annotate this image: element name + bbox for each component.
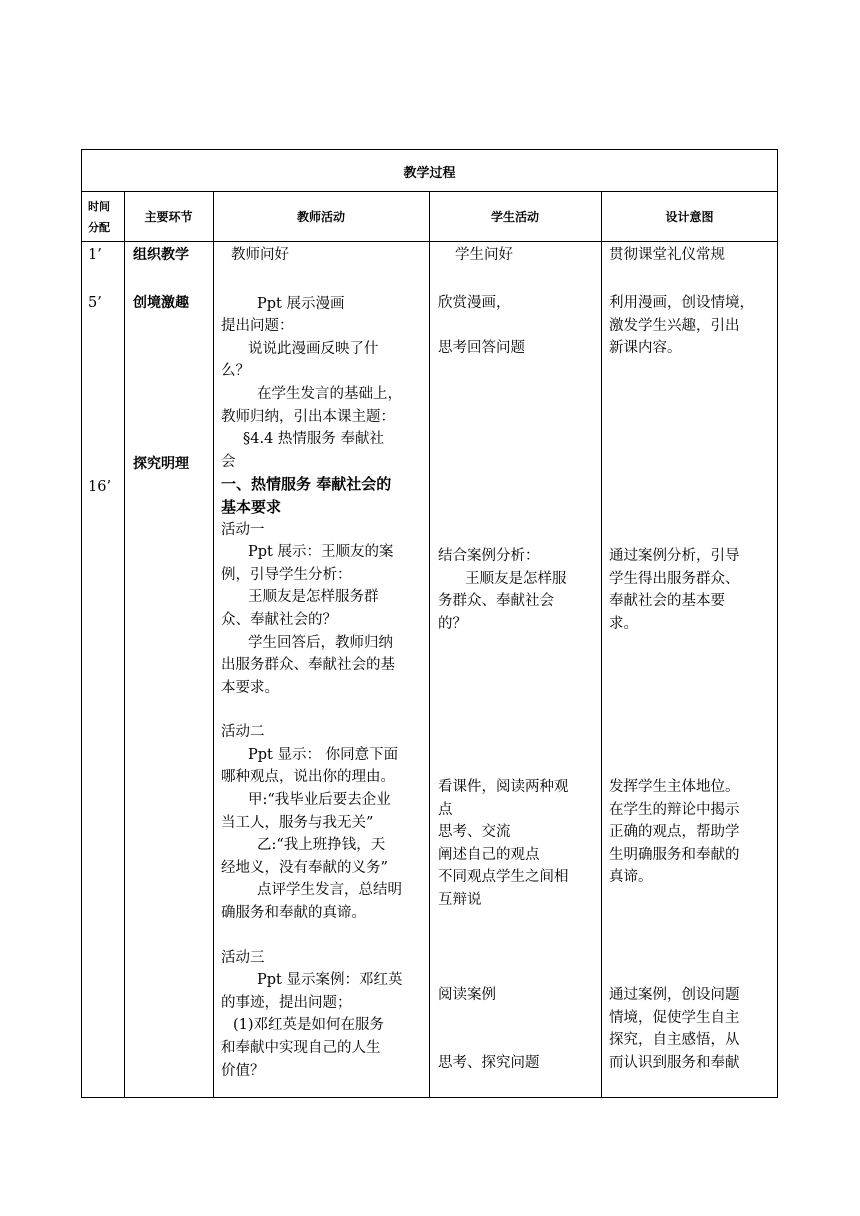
teacher-line: 经地义，没有奉献的义务” xyxy=(221,859,388,876)
teacher-line: 当工人，服务与我无关” xyxy=(221,814,374,831)
student-line: 思考、交流 xyxy=(438,824,511,841)
student-activity-block xyxy=(438,545,598,635)
intent-line: 新课内容。 xyxy=(609,340,682,357)
teacher-line: 和奉献中实现自己的人生 xyxy=(221,1040,381,1056)
teacher-line: 在学生发言的基础上， xyxy=(257,385,402,402)
student-line: 阅读案例 xyxy=(438,987,496,1003)
student-line: 思考、探究问题 xyxy=(438,1055,540,1071)
teacher-line: 众、奉献社会的？ xyxy=(221,611,337,628)
student-line: 欣赏漫画， xyxy=(438,295,511,311)
teacher-line: Ppt 显示： 你同意下面 xyxy=(248,746,399,763)
teacher-line: 例，引导学生分析： xyxy=(221,566,352,583)
intent-line: 探究，自主感悟，从 xyxy=(609,1032,740,1049)
student-line: 的？ xyxy=(438,615,467,632)
teacher-line: 一、热情服务 奉献社会的 xyxy=(221,475,392,494)
table-rule xyxy=(429,191,430,1098)
intent-line: 发挥学生主体地位。 xyxy=(609,779,740,795)
table-title: 教学过程 xyxy=(403,166,456,181)
intent-block xyxy=(609,776,775,889)
header-time-line2: 分配 xyxy=(88,221,110,234)
intent-line: 情境，促使学生自主 xyxy=(609,1009,740,1026)
header-time xyxy=(88,196,110,238)
header-teacher: 教师活动 xyxy=(296,210,345,224)
intent-line: 真谛。 xyxy=(609,869,653,886)
teacher-activity-cell xyxy=(221,244,427,1082)
teacher-line: 确服务和奉献的真谛。 xyxy=(221,905,366,922)
intent-block xyxy=(609,292,775,360)
teacher-line: 说说此漫画反映了什 xyxy=(248,340,379,357)
teacher-line: 价值？ xyxy=(221,1062,265,1079)
teacher-line: (1)邓红英是如何在服务 xyxy=(233,1017,385,1034)
student-line: 互辩说 xyxy=(438,891,482,908)
section-name: 组织教学 xyxy=(133,247,189,263)
table-rule xyxy=(601,191,602,1098)
teacher-line: 甲:“我毕业后要去企业 xyxy=(248,792,391,809)
student-line: 思考回答问题 xyxy=(438,340,525,356)
teacher-line: Ppt 展示漫画 xyxy=(257,295,345,312)
teacher-line: 王顺友是怎样服务群 xyxy=(248,589,379,606)
intent-line: 利用漫画，创设情境， xyxy=(609,295,754,311)
intent-line: 而认识到服务和奉献 xyxy=(609,1054,740,1071)
intent-line: 通过案例分析，引导 xyxy=(609,548,740,564)
student-line: 不同观点学生之间相 xyxy=(438,869,569,886)
header-time-line1: 时间 xyxy=(88,200,110,213)
intent-line: 在学生的辩论中揭示 xyxy=(609,801,740,818)
intent-block xyxy=(609,984,775,1074)
teacher-line: Ppt 展示：王顺友的案 xyxy=(248,544,394,561)
teacher-line: 活动二 xyxy=(221,724,265,741)
student-line: 结合案例分析： xyxy=(438,548,540,564)
teacher-line: 出服务群众、奉献社会的基 xyxy=(221,657,395,674)
time-value: 16’ xyxy=(88,479,112,495)
teacher-line: 基本要求 xyxy=(221,497,282,516)
teacher-line: 教师问好 xyxy=(231,247,289,263)
intent-line: 求。 xyxy=(609,615,638,632)
intent-line: 学生得出服务群众、 xyxy=(609,570,740,587)
intent-line: 激发学生兴趣，引出 xyxy=(609,317,740,334)
table-rule xyxy=(213,191,214,1098)
student-line: 阐述自己的观点 xyxy=(438,846,540,863)
intent-line: 正确的观点，帮助学 xyxy=(609,824,740,841)
student-line: 学生问好 xyxy=(455,247,513,263)
student-line: 务群众、奉献社会 xyxy=(438,593,554,610)
teacher-line: 么？ xyxy=(221,363,250,380)
intent-line: 生明确服务和奉献的 xyxy=(609,846,740,863)
teacher-line: 本要求。 xyxy=(221,679,279,696)
teacher-line: 提出问题： xyxy=(221,318,294,335)
teacher-line: 活动三 xyxy=(221,949,265,966)
intent-line: 通过案例，创设问题 xyxy=(609,987,740,1003)
teacher-line: 会 xyxy=(221,453,236,470)
student-line: 点 xyxy=(438,801,453,818)
header-intent: 设计意图 xyxy=(665,210,714,224)
teacher-line: 点评学生发言，总结明 xyxy=(257,882,402,899)
teacher-line: §4.4 热情服务 奉献社 xyxy=(243,431,385,448)
teacher-line: 活动一 xyxy=(221,521,265,538)
teacher-line: 学生回答后，教师归纳 xyxy=(248,634,393,651)
header-student: 学生活动 xyxy=(490,210,539,224)
teacher-line: 教师归纳，引出本课主题： xyxy=(221,408,395,425)
student-activity-block xyxy=(438,776,598,912)
teacher-line: 的事迹，提出问题； xyxy=(221,994,352,1011)
table-rule xyxy=(124,191,125,1098)
student-line: 看课件，阅读两种观 xyxy=(438,779,569,795)
teacher-line: 乙:“我上班挣钱，天 xyxy=(257,837,386,854)
time-value: 1’ xyxy=(88,247,102,263)
intent-line: 奉献社会的基本要 xyxy=(609,593,725,610)
time-value: 5’ xyxy=(88,295,102,311)
intent-block xyxy=(609,545,775,635)
teacher-line: Ppt 显示案例：邓红英 xyxy=(257,972,403,989)
header-section: 主要环节 xyxy=(144,210,193,224)
section-name: 探究明理 xyxy=(133,456,189,472)
student-line: 王顺友是怎样服 xyxy=(465,570,567,587)
teacher-line: 哪种观点，说出你的理由。 xyxy=(221,769,395,786)
section-name: 创境激趣 xyxy=(133,295,189,311)
intent-line: 贯彻课堂礼仪常规 xyxy=(609,247,725,263)
